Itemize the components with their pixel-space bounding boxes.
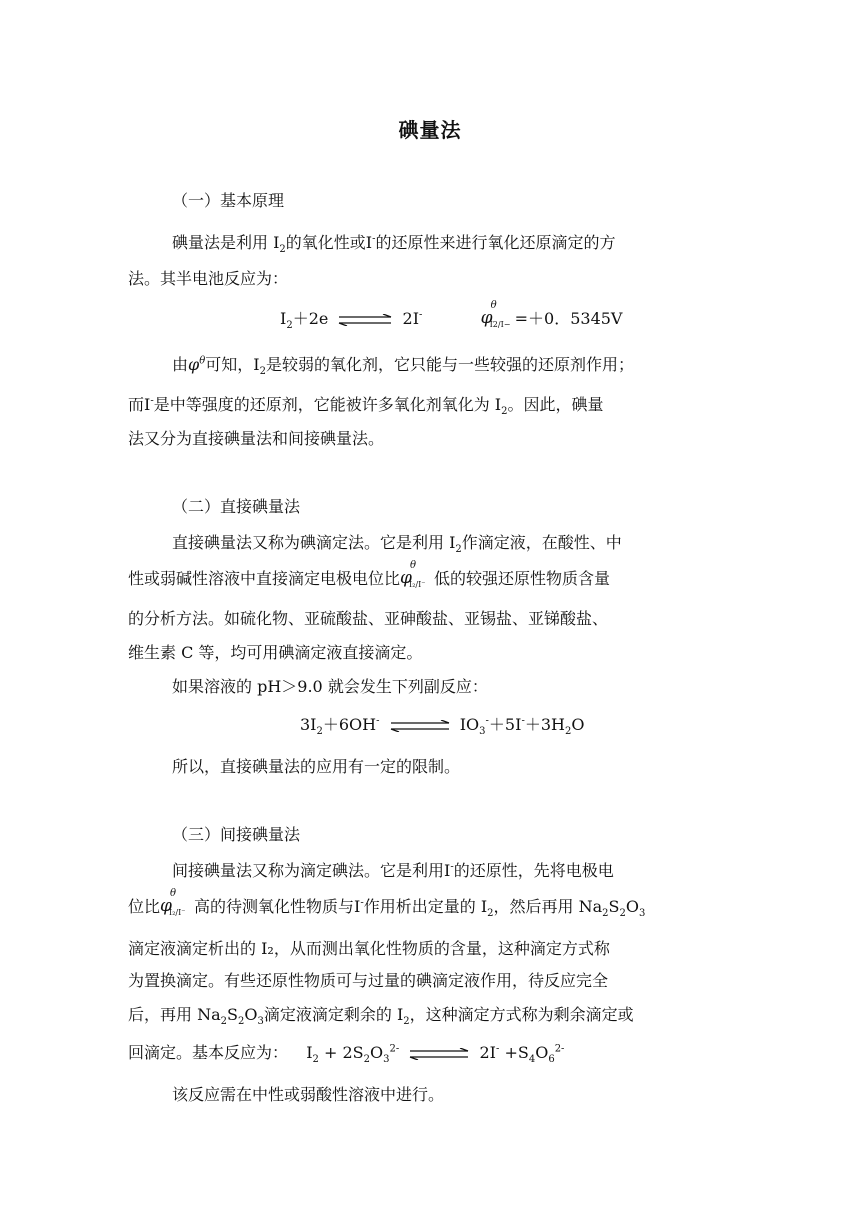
paragraph-line: 碘量法是利用 $I_2$的氧化性或I-的还原性来进行氧化还原滴定的方 <box>172 233 616 256</box>
paragraph-line: 所以，直接碘量法的应用有一定的限制。 <box>172 757 461 776</box>
paragraph-line: 法又分为直接碘量法和间接碘量法。 <box>128 429 385 448</box>
section-heading-basic-principle: （一）基本原理 <box>172 191 285 210</box>
paragraph-line-with-equation: 回滴定。基本反应为： $I_2 + 2S_2O_3^{2-}$ $2I^- +S_4O_6^{2-}$ <box>128 1043 565 1066</box>
equation-basic-reaction: $I_2 + 2S_2O_3^{2-}$ $2I^- +S_4O_6^{2-}$ <box>306 1043 565 1066</box>
paragraph-line: 直接碘量法又称为碘滴定法。它是利用 $I_2$作滴定液，在酸性、中 <box>172 533 622 556</box>
paragraph-line: 性或弱碱性溶液中直接滴定电极电位比 φ θ I₂/I⁻ 低的较强还原性物质含量 <box>128 560 611 589</box>
section-heading-indirect-iodometry: （三）间接碘量法 <box>172 825 301 844</box>
phi-symbol: $\varphi^\theta$ <box>188 355 206 374</box>
paragraph-line: 而I-是中等强度的还原剂，它能被许多氧化剂氧化为 $I_2$。因此，碘量 <box>128 395 604 418</box>
paragraph-line: 的分析方法。如硫化物、亚硫酸盐、亚砷酸盐、亚锡盐、亚锑酸盐、 <box>128 609 609 628</box>
paragraph-line: 该反应需在中性或弱酸性溶液中进行。 <box>172 1085 445 1104</box>
paragraph-line: 为置换滴定。有些还原性物质可与过量的碘滴定液作用，待反应完全 <box>128 971 609 990</box>
paragraph-line: 间接碘量法又称为滴定碘法。它是利用I-的还原性，先将电极电 <box>172 861 614 880</box>
paragraph-line: 由$\varphi^\theta$可知，$I_2$是较弱的氧化剂，它只能与一些较强的还原剂作用； <box>172 355 634 378</box>
phi-theta-symbol: φ θ I₂/I⁻ <box>400 560 426 589</box>
phi-theta-symbol: φ θ I₂/I⁻ <box>160 888 186 917</box>
paragraph-line: 法。其半电池反应为： <box>128 269 289 288</box>
phi-theta-symbol: φ θ I2/I− <box>480 300 511 329</box>
paragraph-line: 滴定液滴定析出的 I₂，从而测出氧化性物质的含量，这种滴定方式称 <box>128 939 610 958</box>
paragraph-line: 如果溶液的 pH＞9.0 就会发生下列副反应： <box>172 677 488 696</box>
equation-half-cell: $I_2+2e$ 2I- φ θ I2/I− =＋0．5345V <box>280 300 623 332</box>
page-title: 碘量法 <box>398 118 462 142</box>
equation-side-reaction: $3I_2+6OH^-$ $IO_3^-+5I^-+3H_2O$ <box>300 715 585 738</box>
equilibrium-arrow-icon <box>337 314 393 326</box>
paragraph-line: 后，再用 $Na_2S_2O_3$滴定液滴定剩余的 $I_2$，这种滴定方式称为剩余滴定或 <box>128 1005 634 1028</box>
paragraph-line: 位比 φ θ I₂/I⁻ 高的待测氧化性物质与I-作用析出定量的 $I_2$，然后再用 $Na_2S_2O_3$ <box>128 888 646 920</box>
equilibrium-arrow-icon <box>408 1048 470 1060</box>
paragraph-line: 维生素 C 等，均可用碘滴定液直接滴定。 <box>128 643 423 662</box>
equilibrium-arrow-icon <box>389 720 451 732</box>
section-heading-direct-iodimetry: （二）直接碘量法 <box>172 497 301 516</box>
